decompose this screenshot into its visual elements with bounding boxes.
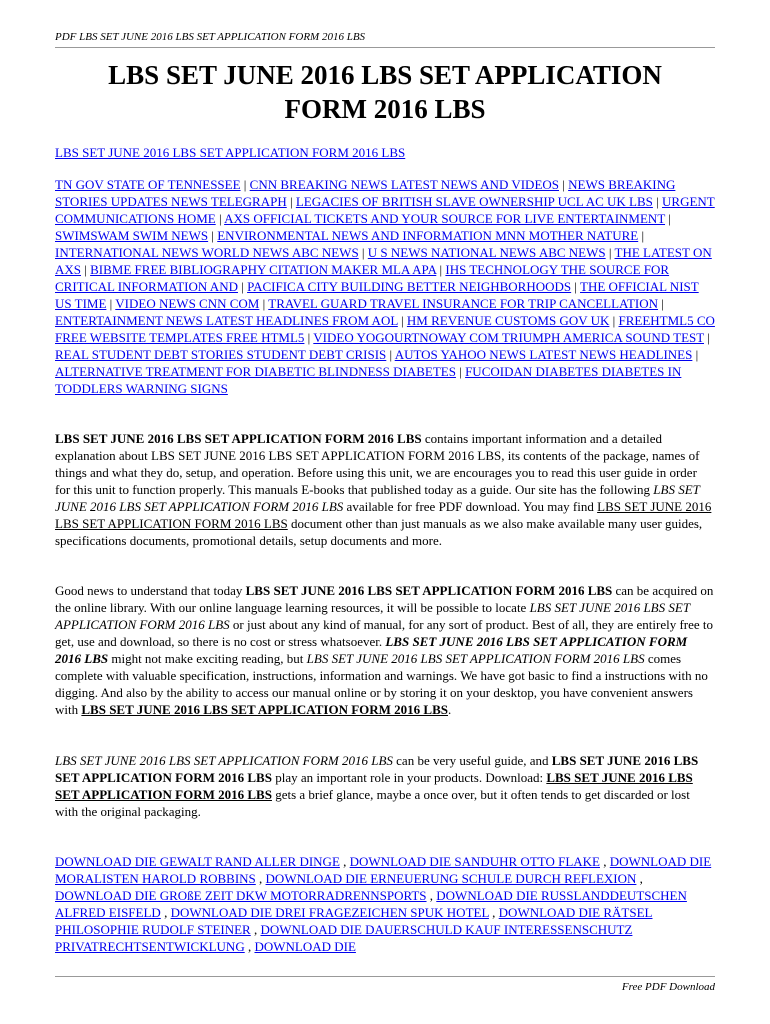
footer-rule [55, 976, 715, 977]
related-link[interactable]: CNN BREAKING NEWS LATEST NEWS AND VIDEOS [249, 177, 560, 192]
title-line-2: FORM 2016 LBS [284, 94, 486, 124]
link-separator: | [455, 364, 466, 379]
related-link[interactable]: VIDEO YOGOURTNOWAY COM TRIUMPH AMERICA SOUND TEST [313, 330, 704, 345]
link-separator: | [286, 194, 296, 209]
link-separator: | [81, 262, 91, 277]
related-link[interactable]: TN GOV STATE OF TENNESSEE [55, 177, 241, 192]
related-link[interactable]: THE LATEST ON AXS [55, 245, 712, 277]
related-link[interactable]: URGENT COMMUNICATIONS HOME [55, 194, 715, 226]
link-separator: | [237, 279, 248, 294]
link-separator: | [571, 279, 581, 294]
related-link[interactable]: REAL STUDENT DEBT STORIES STUDENT DEBT CRISIS [55, 347, 387, 362]
link-separator: | [397, 313, 407, 328]
related-link[interactable]: IHS TECHNOLOGY THE SOURCE FOR CRITICAL INFORMATION AND [55, 262, 670, 294]
description-paragraph-2 [55, 582, 715, 718]
related-link[interactable]: AUTOS YAHOO NEWS LATEST NEWS HEADLINES [394, 347, 693, 362]
related-link[interactable]: HM REVENUE CUSTOMS GOV UK [406, 313, 610, 328]
link-separator: | [106, 296, 116, 311]
title-line-1: LBS SET JUNE 2016 LBS SET APPLICATION [108, 60, 662, 90]
link-separator: | [559, 177, 569, 192]
related-links-list [55, 176, 715, 397]
p2-text-e: comes complete with valuable specification, instructions, information and warnings. We have got basic to find a instructions with no digging. And also by the ability to access our manual online or by storing it on your desktop, you have convenient answers with [55, 651, 708, 717]
main-link[interactable]: LBS SET JUNE 2016 LBS SET APPLICATION FORM 2016 LBS [55, 145, 406, 160]
related-link[interactable]: AXS OFFICIAL TICKETS AND YOUR SOURCE FOR LIVE ENTERTAINMENT [224, 211, 666, 226]
link-separator: | [658, 296, 664, 311]
download-link[interactable]: DOWNLOAD DIE GROßE ZEIT DKW MOTORRADRENNSPORTS [55, 888, 427, 903]
related-link[interactable]: ALTERNATIVE TREATMENT FOR DIABETIC BLINDNESS DIABETES [55, 364, 456, 379]
description-paragraph-3 [55, 752, 715, 820]
p3-bold: LBS SET JUNE 2016 LBS SET APPLICATION FORM 2016 LBS [55, 753, 699, 785]
link-separator: | [304, 330, 314, 345]
running-head: PDF LBS SET JUNE 2016 LBS SET APPLICATION FORM 2016 LBS [55, 31, 366, 43]
p2-text-c: or just about any kind of manual, for any sort of product. Best of all, they are entirely free to get, use and download, so there is no cost or stress whatsoever. [55, 617, 714, 649]
related-link[interactable]: BIBME FREE BIBLIOGRAPHY CITATION MAKER MLA APA [90, 262, 437, 277]
related-link[interactable]: TRAVEL GUARD TRAVEL INSURANCE FOR TRIP CANCELLATION [268, 296, 659, 311]
download-separator: , [255, 871, 266, 886]
p3-text-a: can be very useful guide, and [392, 753, 552, 768]
download-link[interactable]: DOWNLOAD DIE RUSSLANDDEUTSCHEN ALFRED EISFELD [55, 888, 687, 920]
download-link[interactable]: DOWNLOAD DIE RÄTSEL PHILOSOPHIE RUDOLF STEINER [55, 905, 653, 937]
p3-text-c: gets a brief glance, maybe a once over, but it often tends to get discarded or lost with the original packaging. [55, 787, 690, 819]
download-links-list [55, 853, 715, 955]
related-link[interactable]: PACIFICA CITY BUILDING BETTER NEIGHBORHOODS [247, 279, 572, 294]
related-link[interactable]: NEWS BREAKING STORIES UPDATES NEWS TELEGRAPH [55, 177, 676, 209]
download-separator: , [339, 854, 350, 869]
link-separator: | [358, 245, 368, 260]
link-separator: | [609, 313, 619, 328]
p2-text-f: . [448, 702, 452, 717]
related-link[interactable]: LEGACIES OF BRITISH SLAVE OWNERSHIP UCL AC UK LBS [295, 194, 653, 209]
link-separator: | [208, 228, 218, 243]
download-link[interactable]: DOWNLOAD DIE [254, 939, 356, 954]
p2-bold-italic: LBS SET JUNE 2016 LBS SET APPLICATION FORM 2016 LBS [55, 634, 688, 666]
p2-bold-link[interactable]: LBS SET JUNE 2016 LBS SET APPLICATION FORM 2016 LBS [81, 702, 448, 717]
link-separator: | [652, 194, 663, 209]
link-separator: | [638, 228, 645, 243]
p1-text-c: document other than just manuals as we also make available many user guides, specifications documents, promotional details, setup documents and more. [55, 516, 703, 548]
footer-text: Free PDF Download [621, 981, 715, 993]
p2-bold-a: LBS SET JUNE 2016 LBS SET APPLICATION FORM 2016 LBS [245, 583, 613, 598]
link-separator: | [386, 347, 395, 362]
download-link[interactable]: DOWNLOAD DIE DAUERSCHULD KAUF INTERESSENSCHUTZ PRIVATRECHTSENTWICKLUNG [55, 922, 633, 954]
p3-italic: LBS SET JUNE 2016 LBS SET APPLICATION FORM 2016 LBS [55, 753, 393, 768]
header-rule [55, 47, 715, 48]
p2-text-d: might not make exciting reading, but [108, 651, 307, 666]
main-link-container [55, 145, 405, 161]
link-separator: | [692, 347, 699, 362]
related-link[interactable]: ENVIRONMENTAL NEWS AND INFORMATION MNN MOTHER NATURE [217, 228, 639, 243]
p2-italic-b: LBS SET JUNE 2016 LBS SET APPLICATION FORM 2016 LBS [306, 651, 645, 666]
link-separator: | [665, 211, 671, 226]
p3-bold-link[interactable]: LBS SET JUNE 2016 LBS SET APPLICATION FORM 2016 LBS [55, 770, 693, 802]
related-link[interactable]: VIDEO NEWS CNN COM [115, 296, 260, 311]
download-separator: , [600, 854, 610, 869]
related-link[interactable]: SWIMSWAM SWIM NEWS [55, 228, 209, 243]
p3-text-b: play an important role in your products. Download: [271, 770, 547, 785]
description-paragraph-1 [55, 430, 715, 549]
p1-italic: LBS SET JUNE 2016 LBS SET APPLICATION FORM 2016 LBS [55, 482, 700, 514]
download-separator: , [488, 905, 499, 920]
p1-text-b: available for free PDF download. You may find [343, 499, 598, 514]
related-link[interactable]: THE OFFICIAL NIST US TIME [55, 279, 699, 311]
download-link[interactable]: DOWNLOAD DIE DREI FRAGEZEICHEN SPUK HOTEL [170, 905, 489, 920]
link-separator: | [259, 296, 269, 311]
related-link[interactable]: U S NEWS NATIONAL NEWS ABC NEWS [367, 245, 606, 260]
related-link[interactable]: ENTERTAINMENT NEWS LATEST HEADLINES FROM AOL [55, 313, 398, 328]
page-title [55, 58, 715, 126]
download-separator: , [244, 939, 255, 954]
p2-text-a: Good news to understand that today [55, 583, 246, 598]
p1-text-a: contains important information and a detailed explanation about LBS SET JUNE 2016 LBS SET APPLICATION FORM 2016 LBS, its contents of the package, names of things and what they do, setup, and operation. Before using this unit, we are encourages you to read this user guide in order for this unit to function properly. This manuals E-books that published today as a guide. Our site has the following [55, 431, 700, 497]
related-link[interactable]: INTERNATIONAL NEWS WORLD NEWS ABC NEWS [55, 245, 359, 260]
download-link[interactable]: DOWNLOAD DIE MORALISTEN HAROLD ROBBINS [55, 854, 712, 886]
link-separator: | [704, 330, 710, 345]
download-link[interactable]: DOWNLOAD DIE ERNEUERUNG SCHULE DURCH REFLEXION [265, 871, 637, 886]
download-separator: , [636, 871, 643, 886]
download-separator: , [250, 922, 261, 937]
related-link[interactable]: FREEHTML5 CO FREE WEBSITE TEMPLATES FREE HTML5 [55, 313, 715, 345]
related-link[interactable]: FUCOIDAN DIABETES DIABETES IN TODDLERS WARNING SIGNS [55, 364, 682, 396]
download-separator: , [426, 888, 437, 903]
link-separator: | [240, 177, 250, 192]
link-separator: | [215, 211, 225, 226]
download-link[interactable]: DOWNLOAD DIE GEWALT RAND ALLER DINGE [55, 854, 340, 869]
p1-lead-bold: LBS SET JUNE 2016 LBS SET APPLICATION FORM 2016 LBS [55, 431, 422, 446]
p1-link[interactable]: LBS SET JUNE 2016 LBS SET APPLICATION FORM 2016 LBS [55, 499, 712, 531]
p2-text-b: can be acquired on the online library. With our online language learning resources, it will be possible to locate [55, 583, 714, 615]
link-separator: | [436, 262, 446, 277]
p2-italic-a: LBS SET JUNE 2016 LBS SET APPLICATION FORM 2016 LBS [55, 600, 690, 632]
link-separator: | [605, 245, 615, 260]
download-separator: , [160, 905, 171, 920]
download-link[interactable]: DOWNLOAD DIE SANDUHR OTTO FLAKE [349, 854, 600, 869]
